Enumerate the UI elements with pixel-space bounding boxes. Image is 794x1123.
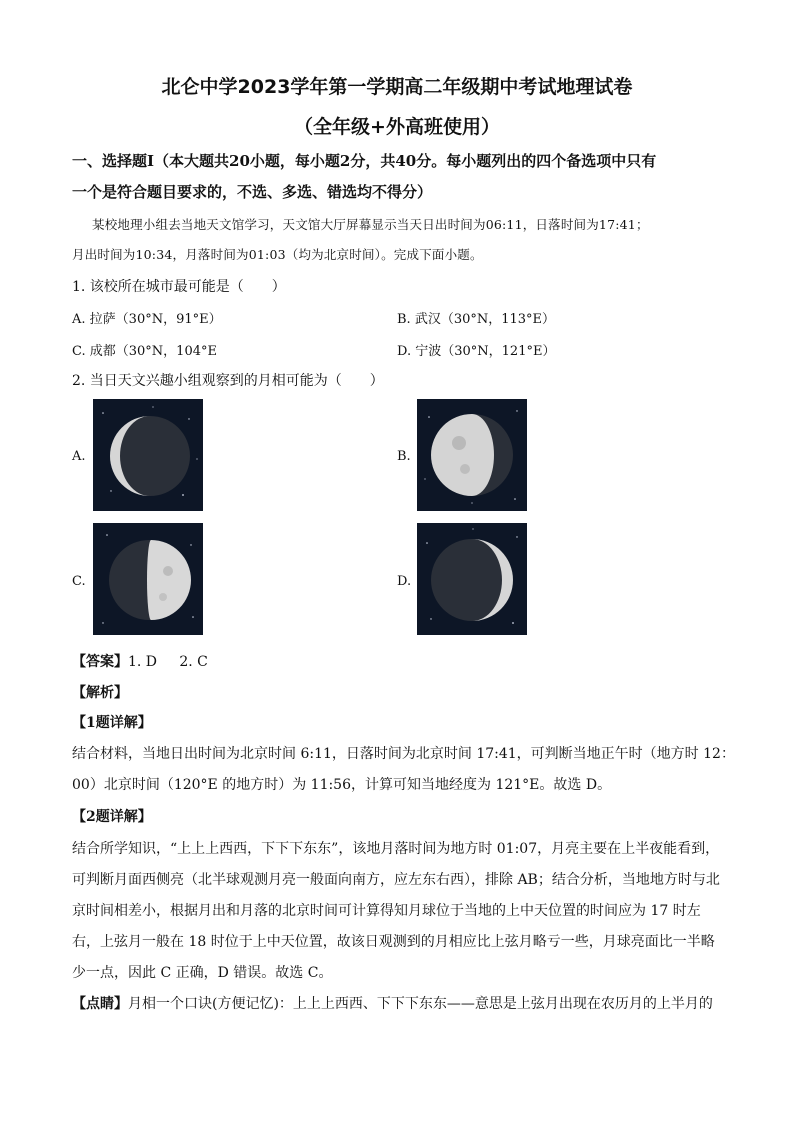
q1-option-a xyxy=(72,308,222,327)
q1-option-d xyxy=(397,340,555,359)
option-letter: D. xyxy=(397,344,412,359)
option-letter: B. xyxy=(397,312,411,327)
detail-2-label: 【2题详解】 xyxy=(72,809,152,825)
detail-1-line1: 结合材料，当地日出时间为北京时间 6:11，日落时间为北京时间 17:41，可判断当地正午时（地方时 12： xyxy=(72,746,735,762)
material-text-line1: 某校地理小组去当地天文馆学习，天文馆大厅屏幕显示当天日出时间为06:11，日落时间为17:41； xyxy=(92,217,649,232)
option-text: 拉萨（30°N，91°E） xyxy=(89,312,222,327)
detail-2-line1: 结合所学知识，“上上上西西，下下下东东”，该地月落时间为地方时 01:07，月亮主要在上半夜能看到， xyxy=(72,841,720,857)
detail-2-line2: 可判断月面西侧亮（北半球观测月亮一般面向南方，应左东右西），排除 AB；结合分析，当地地方时与北 xyxy=(72,872,720,888)
option-letter: A. xyxy=(72,312,86,327)
q1-option-c xyxy=(72,340,217,359)
page-subtitle: （全年级+外高班使用） xyxy=(294,116,500,138)
material-text-line2: 月出时间为10:34，月落时间为01:03（均为北京时间）。完成下面小题。 xyxy=(72,247,483,262)
q1-option-b xyxy=(397,308,555,327)
moon-phase-image-c xyxy=(93,523,203,635)
q2-option-c-letter: C. xyxy=(72,574,86,589)
option-letter: C. xyxy=(72,344,86,359)
q2-option-b-letter: B. xyxy=(397,449,411,464)
answer-2: 2. C xyxy=(179,654,208,670)
question-2-stem: 2. 当日天文兴趣小组观察到的月相可能为（ ） xyxy=(72,373,384,389)
tip-text: 月相一个口诀(方便记忆)：上上上西西、下下下东东——意思是上弦月出现在农历月的上半月的 xyxy=(128,996,713,1012)
moon-phase-image-b xyxy=(417,399,527,511)
answer-label: 【答案】 xyxy=(72,654,128,670)
option-text: 宁波（30°N，121°E） xyxy=(415,344,556,359)
tip-line xyxy=(72,993,713,1013)
answer-1: 1. D xyxy=(128,654,158,670)
moon-phase-image-a xyxy=(93,399,203,511)
tip-label: 【点睛】 xyxy=(72,996,128,1012)
detail-1-line2: 00）北京时间（120°E 的地方时）为 11:56，计算可知当地经度为 121°E。故选 D。 xyxy=(72,777,612,793)
moon-phase-image-d xyxy=(417,523,527,635)
q2-option-a-letter: A. xyxy=(72,449,86,464)
answer-line xyxy=(72,651,208,671)
detail-2-line5: 少一点，因此 C 正确，D 错误。故选 C。 xyxy=(72,965,333,981)
option-text: 武汉（30°N，113°E） xyxy=(414,312,556,327)
page-title: 北仑中学2023学年第一学期高二年级期中考试地理试卷 xyxy=(161,76,633,98)
question-1-stem: 1. 该校所在城市最可能是（ ） xyxy=(72,279,286,295)
q2-option-d-letter: D. xyxy=(397,574,412,589)
detail-2-line3: 京时间相差小，根据月出和月落的北京时间可计算得知月球位于当地的上中天位置的时间应为 17 时左 xyxy=(72,903,701,919)
detail-2-line4: 右，上弦月一般在 18 时位于上中天位置，故该日观测到的月相应比上弦月略亏一些，月球亮面比一半略 xyxy=(72,934,715,950)
option-text: 成都（30°N，104°E xyxy=(89,344,217,359)
section-heading-line2: 一个是符合题目要求的，不选、多选、错选均不得分） xyxy=(72,183,433,201)
section-heading-line1: 一、选择题Ⅰ（本大题共20小题，每小题2分，共40分。每小题列出的四个备选项中只有 xyxy=(72,152,657,170)
detail-1-label: 【1题详解】 xyxy=(72,715,152,731)
analysis-label: 【解析】 xyxy=(72,685,128,701)
